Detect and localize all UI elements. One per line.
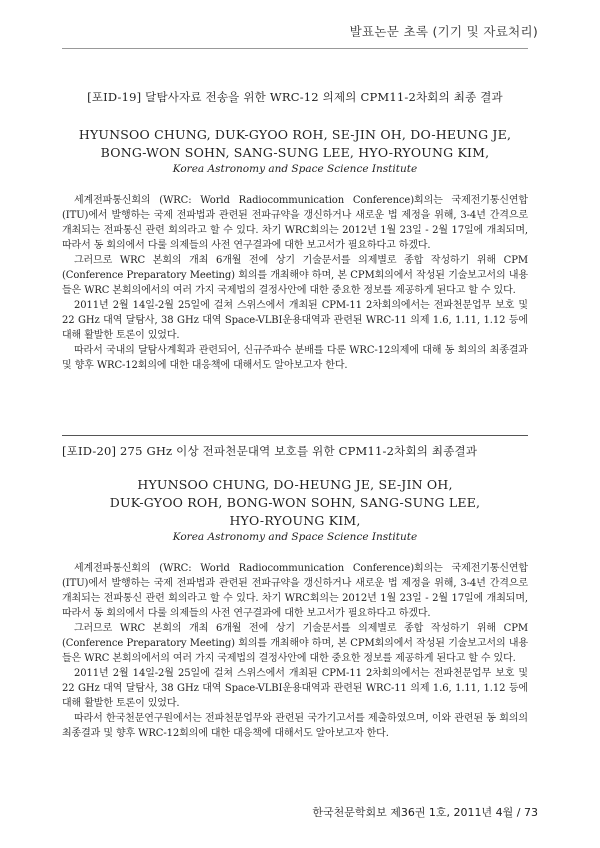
paragraph: 따라서 국내의 달탐사계획과 관련되어, 신규주파수 분배를 다룬 WRC-12의제에 대해 동 회의의 최종결과 및 향후 WRC-12회의에 대한 대응책에 대해서도 알아보고자 한다. [62, 345, 528, 371]
authors [62, 476, 528, 530]
abstract-body [62, 193, 528, 373]
section-divider [62, 435, 528, 436]
paragraph: 따라서 한국천문연구원에서는 전파천문업무와 관련된 국가기고서를 제출하였으며, 이와 관련된 동 회의의 최종결과 및 향후 WRC-12회의에 대한 대응책에 대해서도 알아보고자 한다. [62, 713, 528, 739]
abstract-title: [포ID-20] 275 GHz 이상 전파천문대역 보호를 위한 CPM11-2차회의 최종결과 [62, 444, 478, 458]
paragraph: 세계전파통신회의 (WRC: World Radiocommunication Conference)회의는 국제전기통신연합 (ITU)에서 발행하는 국제 전파법과 관련된 전파규약을 갱신하거나 새로운 법 제정을 위해, 3-4년 간격으로 개최되는 전파통신 관련 회의라고 할 수 있다. 차기 WRC회의는 2012년 1월 23일 - 2월 17일에 개최되며, 따라서 동 회의에서 다룰 의제들의 사전 연구결과에 대한 보고서가 필요하다고 하겠다. [62, 195, 528, 251]
abstract-2 [62, 442, 528, 741]
paragraph: 세계전파통신회의 (WRC: World Radiocommunication Conference)회의는 국제전기통신연합 (ITU)에서 발행하는 국제 전파법과 관련된 전파규약을 갱신하거나 새로운 법 제정을 위해, 3-4년 간격으로 개최되는 전파통신 관련 회의라고 할 수 있다. 차기 WRC회의는 2012년 1월 23일 - 2월 17일에 개최되며, 따라서 동 회의에서 다룰 의제들의 사전 연구결과에 대한 보고서가 필요하다고 하겠다. [62, 563, 528, 619]
authors [62, 126, 528, 162]
authors-line: BONG-WON SOHN, SANG-SUNG LEE, HYO-RYOUNG KIM, [100, 145, 490, 160]
authors-line: DUK-GYOO ROH, BONG-WON SOHN, SANG-SUNG LEE, [109, 495, 481, 510]
paragraph: 그러므로 WRC 본회의 개최 6개월 전에 상기 기술문서를 의제별로 종합 작성하기 위해 CPM (Conference Preparatory Meeting) 회의를 개최해야 하며, 본 CPM회의에서 작성된 기술보고서의 내용들은 WRC 본회의에서의 여러 가지 국제법의 결정사안에 대한 중요한 정보를 제공하게 된다고 할 수 있다. [62, 623, 528, 664]
header-rule [62, 48, 528, 49]
affiliation: Korea Astronomy and Space Science Institute [172, 531, 418, 543]
paragraph: 2011년 2월 14일-2월 25일에 걸쳐 스위스에서 개최된 CPM-11 2차회의에서는 전파천문업무 보호 및 22 GHz 대역 달탐사, 38 GHz 대역 Space-VLBI운용대역과 관련된 WRC-11 의제 1.6, 1.11, 1.12 등에 대해 활발한 토론이 있었다. [62, 668, 528, 709]
affiliation: Korea Astronomy and Space Science Institute [172, 163, 418, 175]
authors-line: HYUNSOO CHUNG, DUK-GYOO ROH, SE-JIN OH, DO-HEUNG JE, [78, 127, 512, 142]
paragraph: 2011년 2월 14일-2월 25일에 걸쳐 스위스에서 개최된 CPM-11 2차회의에서는 전파천문업무 보호 및 22 GHz 대역 달탐사, 38 GHz 대역 Space-VLBI운용대역과 관련된 WRC-11 의제 1.6, 1.11, 1.12 등에 대해 활발한 토론이 있었다. [62, 300, 528, 341]
paragraph: 그러므로 WRC 본회의 개최 6개월 전에 상기 기술문서를 의제별로 종합 작성하기 위해 CPM (Conference Preparatory Meeting) 회의를 개최해야 하며, 본 CPM회의에서 작성된 기술보고서의 내용들은 WRC 본회의에서의 여러 가지 국제법의 결정사안에 대한 중요한 정보를 제공하게 된다고 할 수 있다. [62, 255, 528, 296]
abstract-title: [포ID-19] 달탐사자료 전송을 위한 WRC-12 의제의 CPM11-2차회의 최종 결과 [87, 90, 503, 104]
running-header: 발표논문 초록 (기기 및 자료처리) [349, 24, 538, 39]
abstract-body [62, 561, 528, 741]
authors-line: HYO-RYOUNG KIM, [229, 513, 361, 528]
page-footer: 한국천문학회보 제36권 1호, 2011년 4월 / 73 [312, 806, 538, 819]
authors-line: HYUNSOO CHUNG, DO-HEUNG JE, SE-JIN OH, [137, 477, 453, 492]
abstract-1 [62, 88, 528, 373]
